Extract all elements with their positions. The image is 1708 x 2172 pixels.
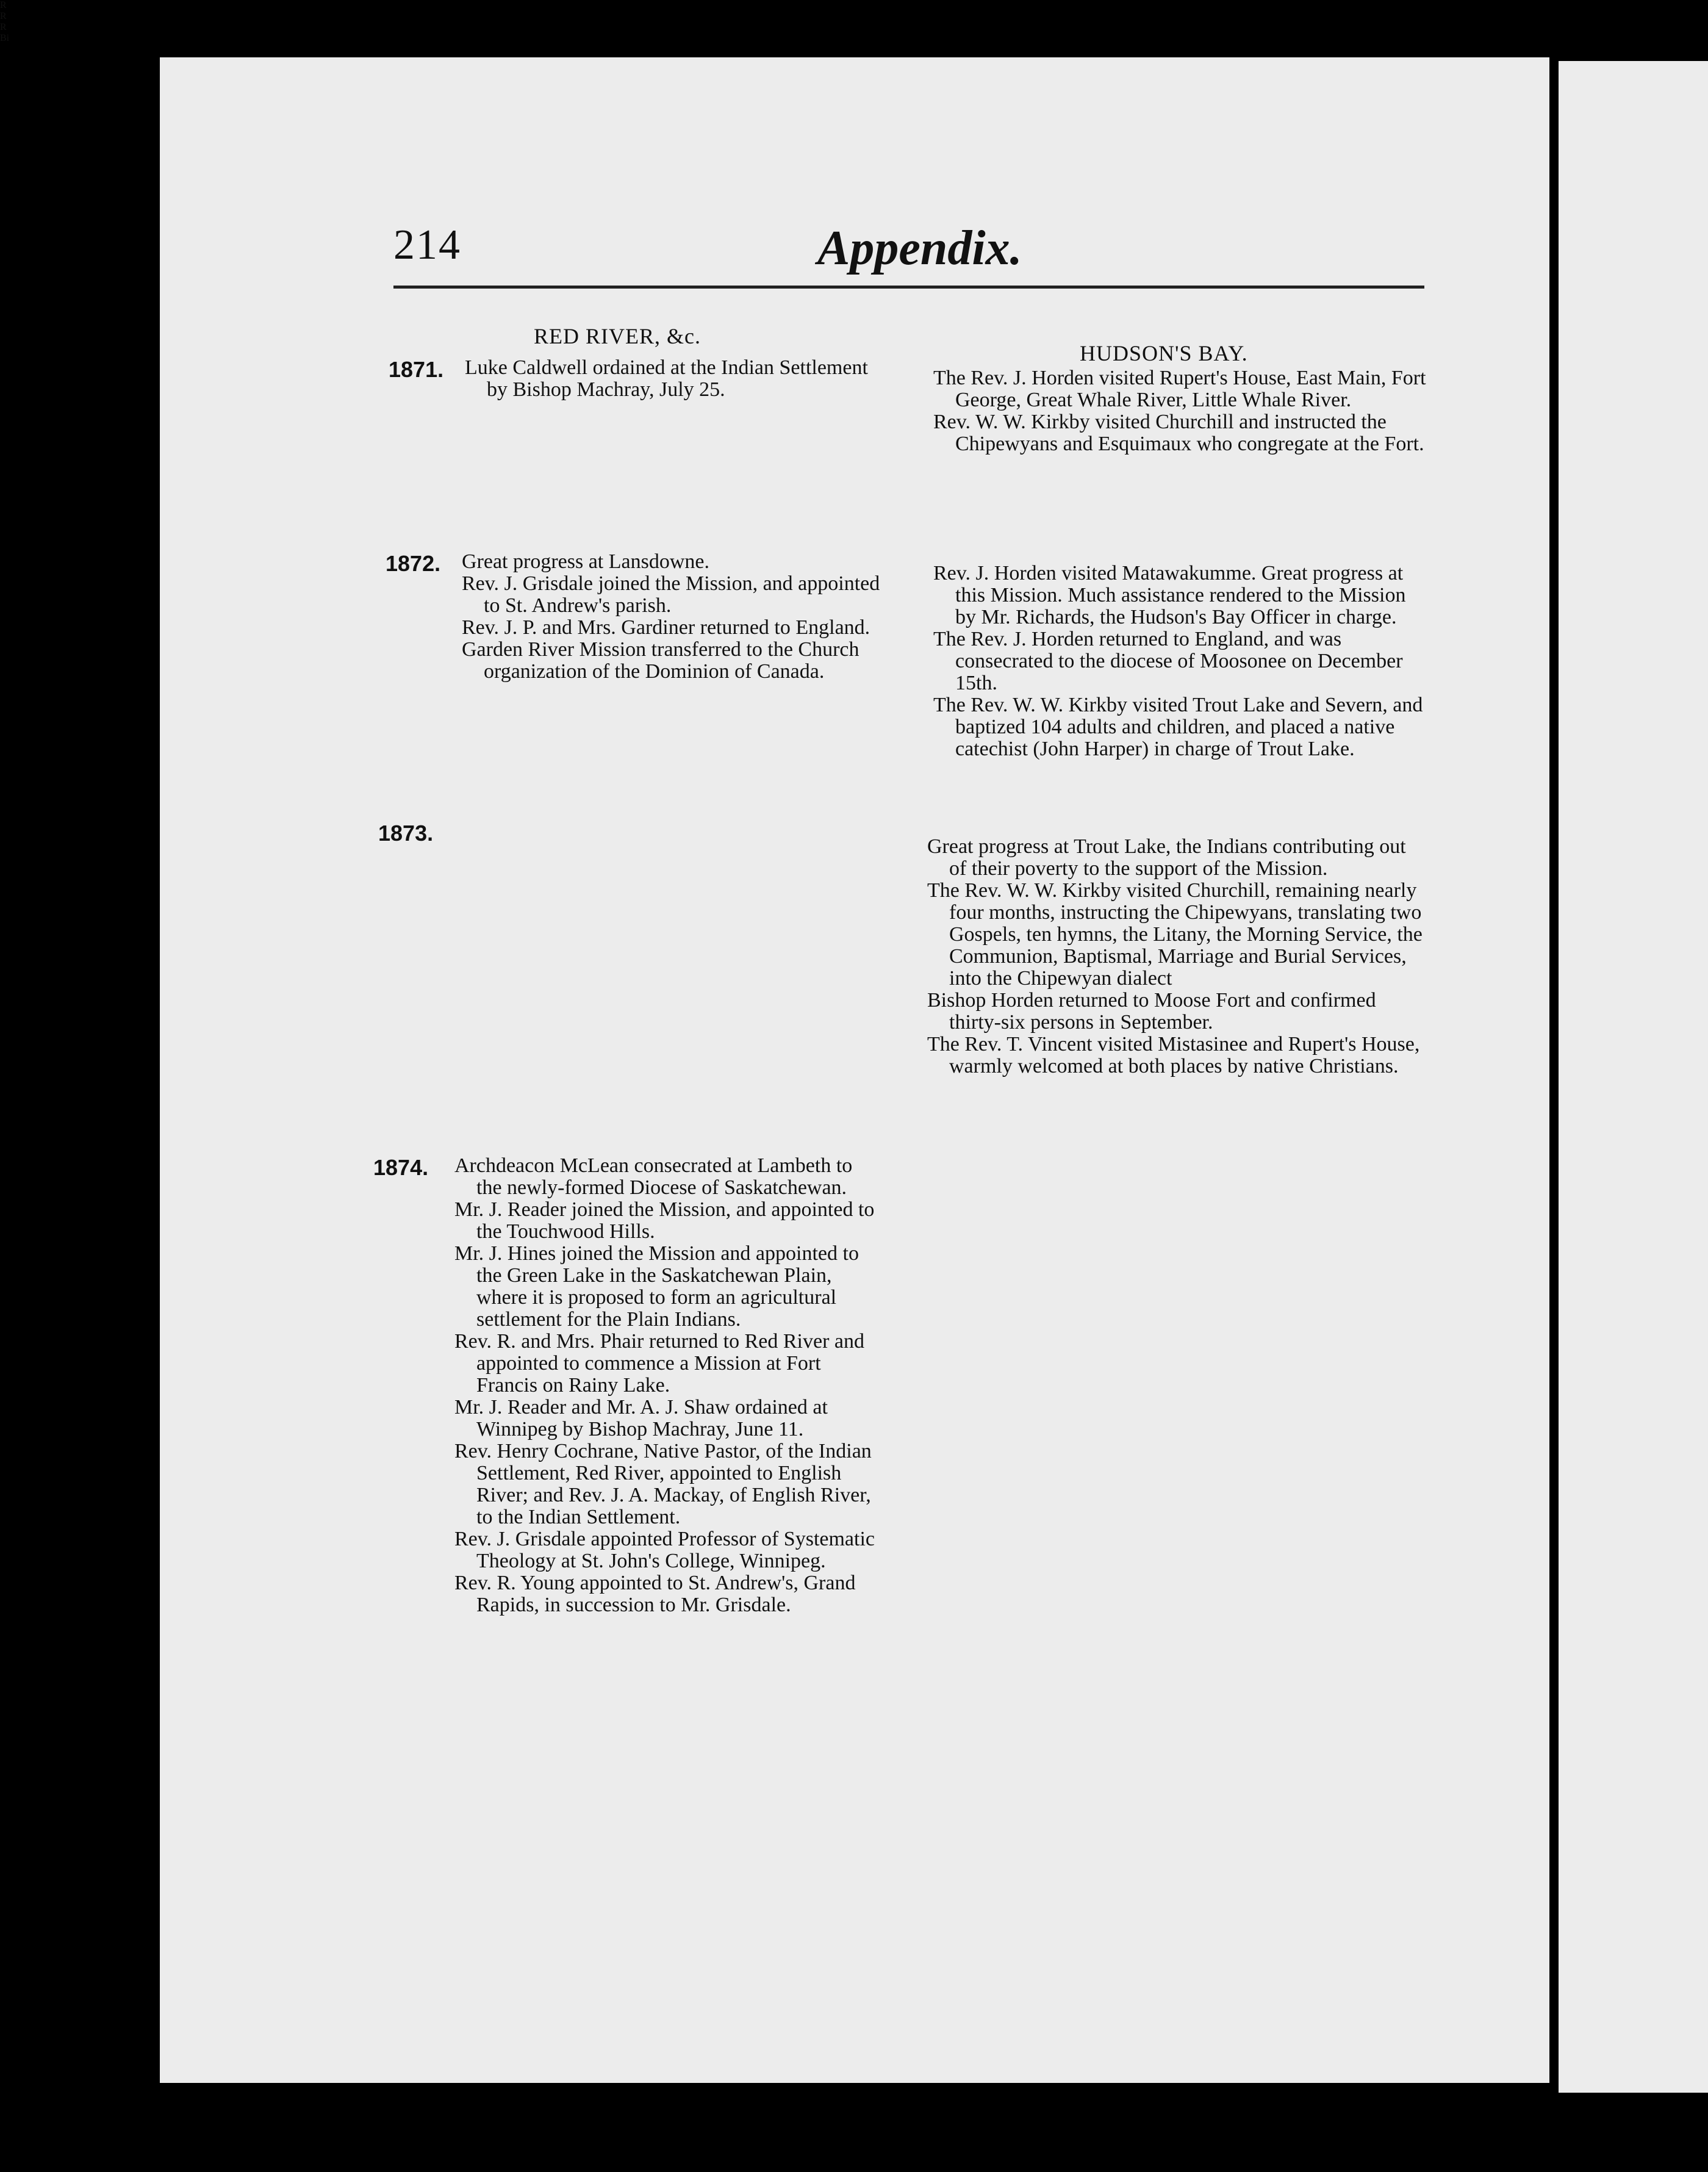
entry-text: The Rev. W. W. Kirkby visited Trout Lake and Severn, and baptized 104 adults and children, and placed a native catechist (John Harper) in charge of Trout Lake. xyxy=(933,694,1423,760)
entry-text: The Rev. W. W. Kirkby visited Churchill, remaining nearly four months, instructing the Chipewyans, translating two Gospels, ten hymns, the Litany, the Morning Service, the Communion, Baptismal, Marriage and Burial Services, into the Chipewyan dialect xyxy=(927,879,1423,990)
year-label: 1873. xyxy=(378,821,434,846)
entry-text: Great progress at Trout Lake, the Indians contributing out of their poverty to the support of the Mission. xyxy=(927,835,1406,880)
entry-text: The Rev. J. Horden visited Rupert's House, East Main, Fort George, Great Whale River, Little Whale River. xyxy=(933,367,1426,411)
entry-text: Bishop Horden returned to Moose Fort and confirmed thirty-six persons in September. xyxy=(927,989,1376,1034)
entry-text: Mr. J. Reader and Mr. A. J. Shaw ordained at Winnipeg by Bishop Machray, June 11. xyxy=(454,1396,828,1440)
entry-text: Rev. R. Young appointed to St. Andrew's, Grand Rapids, in succession to Mr. Grisdale. xyxy=(454,1572,856,1616)
running-title: Appendix. xyxy=(817,221,1022,275)
entry-text: Archdeacon McLean consecrated at Lambeth to the newly-formed Diocese of Saskatchewan. xyxy=(454,1154,853,1199)
entry-text: Mr. J. Hines joined the Mission and appointed to the Green Lake in the Saskatchewan Plain, where it is proposed to form an agricultural settlement for the Plain Indians. xyxy=(454,1242,859,1331)
facing-fragment: R xyxy=(0,22,7,32)
entry-text: Luke Caldwell ordained at the Indian Settlement by Bishop Machray, July 25. xyxy=(465,356,868,401)
facing-fragment: Bi xyxy=(0,33,10,43)
facing-page-edge xyxy=(1559,61,1708,2093)
entry-text: Garden River Mission transferred to the Church organization of the Dominion of Canada. xyxy=(462,638,859,683)
red-river-1871 xyxy=(465,357,892,401)
entry-text: Rev. R. and Mrs. Phair returned to Red River and appointed to commence a Mission at Fort Francis on Rainy Lake. xyxy=(454,1330,864,1397)
entry-text: Rev. Henry Cochrane, Native Pastor, of the Indian Settlement, Red River, appointed to English River; and Rev. J. A. Mackay, of English River, to the Indian Settlement. xyxy=(454,1440,872,1528)
entry-text: Rev. J. P. and Mrs. Gardiner returned to England. xyxy=(462,616,870,639)
entry-text: Rev. J. Grisdale appointed Professor of Systematic Theology at St. John's College, Winnipeg. xyxy=(454,1528,875,1572)
entry-text: Rev. J. Grisdale joined the Mission, and appointed to St. Andrew's parish. xyxy=(462,572,880,617)
hudsons-bay-1872 xyxy=(933,563,1427,760)
entry-text: Great progress at Lansdowne. xyxy=(462,550,709,573)
year-label: 1872. xyxy=(386,551,441,576)
entry-text: Mr. J. Reader joined the Mission, and appointed to the Touchwood Hills. xyxy=(454,1198,875,1243)
right-column-heading: HUDSON'S BAY. xyxy=(1080,341,1248,365)
hudsons-bay-1871 xyxy=(933,367,1427,455)
entry-text: The Rev. T. Vincent visited Mistasinee and Rupert's House, warmly welcomed at both places by native Christians. xyxy=(927,1033,1420,1077)
hudsons-bay-1873 xyxy=(927,836,1424,1077)
entry-text: The Rev. J. Horden returned to England, and was consecrated to the diocese of Moosonee on December 15th. xyxy=(933,628,1403,694)
header-rule xyxy=(393,286,1424,289)
red-river-1874 xyxy=(454,1155,881,1616)
facing-fragment: R xyxy=(0,0,7,10)
entry-text: Rev. J. Horden visited Matawakumme. Great progress at this Mission. Much assistance rendered to the Mission by Mr. Richards, the Hudson's Bay Officer in charge. xyxy=(933,562,1406,628)
left-column-heading: RED RIVER, &c. xyxy=(534,324,701,348)
year-label: 1871. xyxy=(389,357,444,382)
entry-text: Rev. W. W. Kirkby visited Churchill and instructed the Chipewyans and Esquimaux who congregate at the Fort. xyxy=(933,411,1424,455)
facing-fragment: R xyxy=(0,11,7,21)
red-river-1872 xyxy=(462,551,889,683)
year-label: 1874. xyxy=(373,1155,429,1180)
page-number: 214 xyxy=(393,221,461,268)
